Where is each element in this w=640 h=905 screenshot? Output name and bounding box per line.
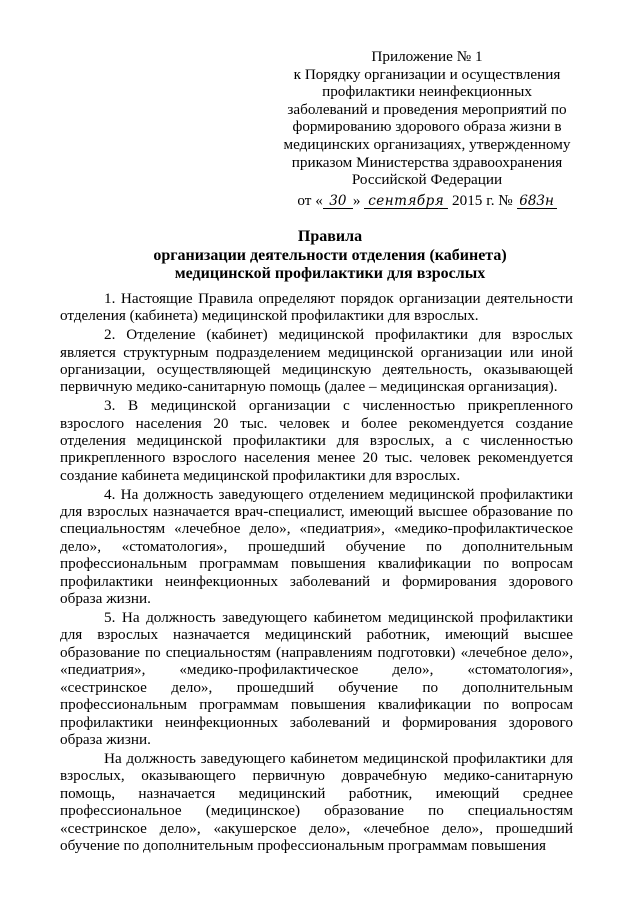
paragraph: 5. На должность заведующего кабинетом медицинской профилактики для взрослых назначается медицинский работник, имеющий высшее образование по специальностям (направлениям подготовки) «лечебное дело», «педиатрия», «медико-профилактическое дело», «стоматология», «сестринское дело», прошедший обучение по дополнительным профессиональным программам повышения квалификации по вопросам профилактики неинфекционных заболеваний и формирования здорового образа жизни.	[60, 608, 573, 749]
appendix-line: заболеваний и проведения мероприятий по	[287, 100, 567, 118]
document-body	[60, 290, 573, 856]
title-line: организации деятельности отделения (кабинета)	[153, 246, 507, 264]
handwritten-order-number: 683н	[517, 194, 557, 209]
date-sep: »	[352, 191, 361, 209]
paragraph: 3. В медицинской организации с численностью прикрепленного взрослого населения 20 тыс. человек и более рекомендуется создание отделения медицинской профилактики для взрослых, а с численностью прикрепленного взрослого населения менее 20 тыс. человек рекомендуется создание кабинета медицинской профилактики для взрослых.	[60, 397, 573, 484]
appendix-line: медицинских организациях, утвержденному	[283, 135, 571, 153]
handwritten-day: 30	[323, 194, 353, 209]
appendix-line: формированию здорового образа жизни в	[292, 118, 562, 136]
appendix-line: к Порядку организации и осуществления	[293, 65, 561, 83]
paragraph: На должность заведующего кабинетом медицинской профилактики для взрослых, оказывающего первичную доврачебную медико-санитарную помощь, назначается медицинский работник, имеющий среднее профессиональное (медицинское) образование по специальностям «сестринское дело», «акушерское дело», «лечебное дело», прошедший обучение по дополнительным профессиональным программам повышения	[60, 749, 573, 854]
appendix-line: Российской Федерации	[351, 171, 503, 189]
date-year: 2015 г. №	[452, 191, 513, 209]
title-line: Правила	[297, 228, 363, 245]
appendix-line: профилактики неинфекционных	[322, 83, 532, 101]
title-line: медицинской профилактики для взрослых	[174, 265, 486, 282]
paragraph: 2. Отделение (кабинет) медицинской профилактики для взрослых является структурным подразделением медицинской организации или иной организации, осуществляющей медицинскую деятельность, оказывающей первичную медико-санитарную помощь (далее – медицинская организация).	[60, 326, 573, 396]
order-date-line	[268, 192, 586, 210]
appendix-block	[268, 48, 586, 209]
appendix-line: Приложение № 1	[371, 48, 483, 65]
paragraph: 1. Настоящие Правила определяют порядок организации деятельности отделения (кабинета) медицинской профилактики для взрослых.	[60, 290, 573, 325]
paragraph: 4. На должность заведующего отделением медицинской профилактики для взрослых назначается врач-специалист, имеющий высшее образование по специальностям «лечебное дело», «педиатрия», «медико-профилактическое дело», «стоматология», прошедший обучение по дополнительным профессиональным программам повышения квалификации по вопросам профилактики неинфекционных заболеваний и формирования здорового образа жизни.	[60, 485, 573, 608]
date-prefix: от «	[297, 191, 323, 209]
document-title	[60, 228, 600, 284]
handwritten-month: сентября	[364, 194, 448, 209]
appendix-line: приказом Министерства здравоохранения	[291, 153, 563, 171]
